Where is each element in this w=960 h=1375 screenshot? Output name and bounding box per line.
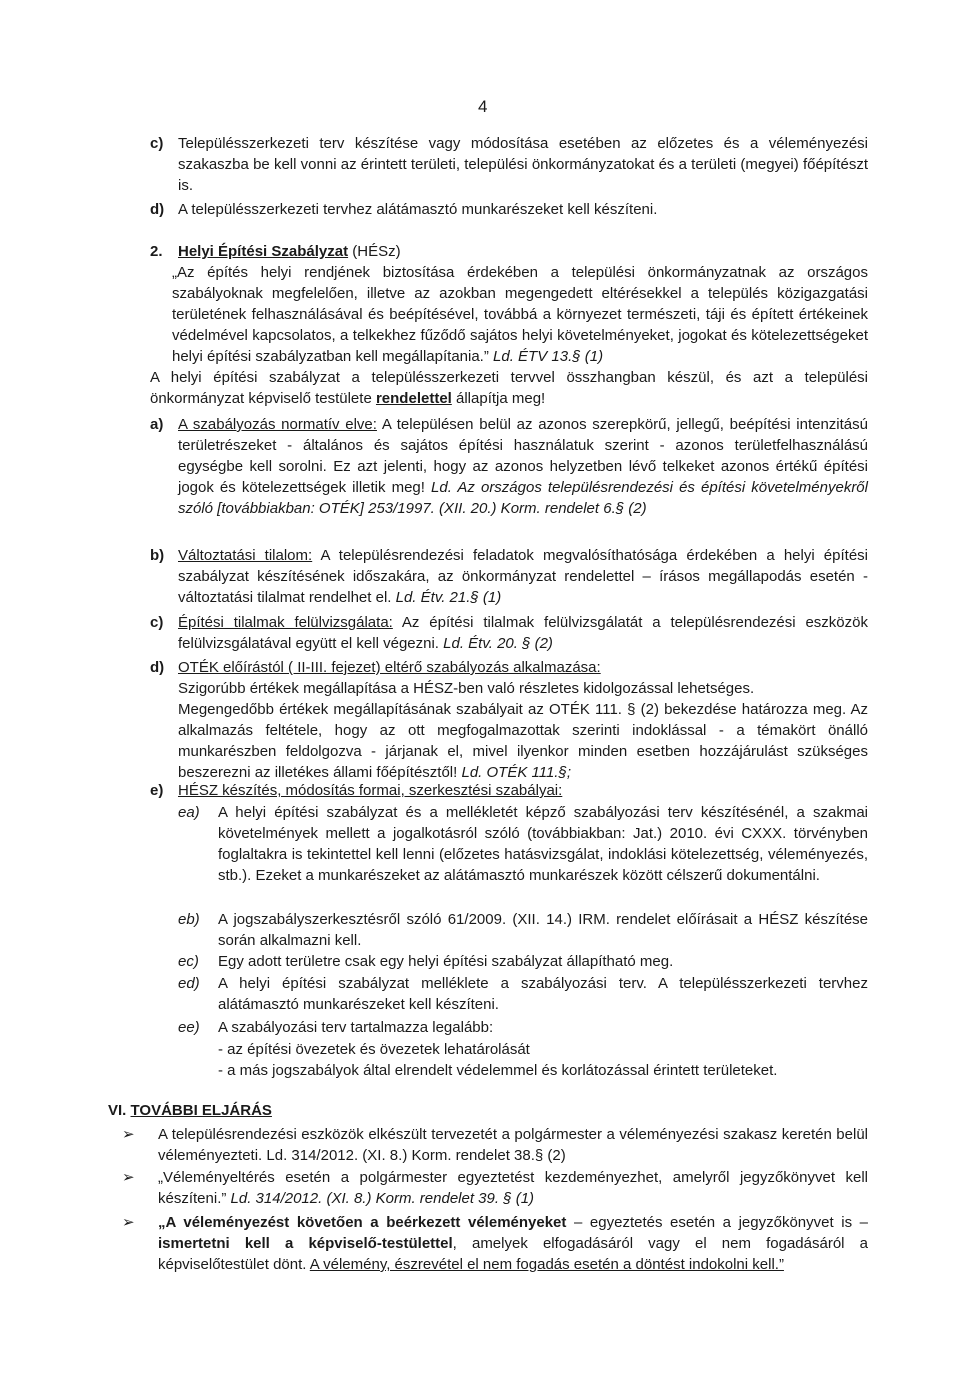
item-c-label: c) — [150, 614, 164, 631]
item-a-label: a) — [150, 416, 164, 433]
bullet3-text-1: – egyeztetés esetén a jegyzőkönyvet is – — [574, 1214, 869, 1231]
bullet2-text: „Véleményeltérés esetén a polgármester egyeztetést kezdeményezhet, amelyről jegyzőkönyvet kell készíteni.” — [158, 1169, 868, 1207]
item-b-title: Változtatási tilalom: — [178, 547, 313, 564]
item-a-text: A településen belül az azonos szerepkörű, jellegű, beépítési intenzitású területrészeket - általános és sajátos építési használatuk szerint - azonos területfelhasználású egységbe kell sorolni. Ez azt jelenti, hogy az azonos helyzetben lévő telkeket azonos értékű építési jogok és kötelezettségek illetik meg! — [178, 416, 868, 496]
sub-ed-label: ed) — [178, 975, 200, 992]
item-e-title: HÉSZ készítés, módosítás formai, szerkesztési szabályai: — [178, 782, 563, 799]
item-e-label: e) — [150, 782, 164, 799]
item-b-ref: Ld. Étv. 21.§ (1) — [395, 589, 502, 606]
item-a-title: A szabályozás normatív elve: — [178, 416, 377, 433]
para-d-label: d) — [150, 201, 165, 218]
section2-number: 2. — [150, 243, 163, 260]
sub-ec-label: ec) — [178, 953, 199, 970]
section2-title-suffix: (HÉSz) — [352, 243, 401, 260]
sub-ed-text: A helyi építési szabályzat melléklete a szabályozási terv. A településszerkezeti tervhez alátámasztó munkarészeket kell készíteni. — [218, 975, 868, 1013]
sub-ee-label: ee) — [178, 1019, 200, 1036]
arrow-bullet-icon: ➢ — [122, 1126, 135, 1143]
item-d — [178, 657, 868, 783]
bullet1-text: A településrendezési eszközök elkészült tervezetét a polgármester a véleményezési szakasz keretén belül véleményezteti. — [158, 1126, 868, 1164]
bullet2-ref: Ld. 314/2012. (XI. 8.) Korm. rendelet 39. § (1) — [230, 1190, 535, 1207]
item-c — [178, 612, 868, 654]
page-number: 4 — [478, 97, 488, 116]
item-c-ref: Ld. Étv. 20. § (2) — [443, 635, 553, 652]
section2-title: Helyi Építési Szabályzat — [178, 243, 349, 260]
para-c-text: Településszerkezeti terv készítése vagy módosítása esetében az előzetes és a véleményezési szakaszba be kell vonni az érintett területi, települési önkormányzatokat és a területi (megyei) főépítészt is. — [178, 135, 868, 194]
section6-bullet-1 — [158, 1124, 868, 1166]
item-a — [178, 414, 868, 519]
bullet3-underlined: A vélemény, észrevétel el nem fogadás esetén a döntést indokolni kell.” — [309, 1256, 784, 1273]
section6-number: VI. — [108, 1102, 127, 1119]
intro-text-2: állapítja meg! — [456, 390, 546, 407]
para-c-label: c) — [150, 135, 164, 152]
sub-eb-label: eb) — [178, 911, 200, 928]
bullet1-ref: Ld. 314/2012. (XI. 8.) Korm. rendelet 38.§ (2) — [266, 1147, 566, 1164]
sub-ea-label: ea) — [178, 804, 200, 821]
section6-title: TOVÁBBI ELJÁRÁS — [130, 1102, 272, 1119]
bullet3-text-2: , amelyek elfogadásáról vagy el nem fogadásáról a képviselőtestület dönt. — [158, 1235, 868, 1273]
section2-intro — [150, 367, 868, 409]
item-d-line1: Szigorúbb értékek megállapítása a HÉSZ-ben való részletes kidolgozással lehetséges. — [178, 680, 755, 697]
sub-ee-text: A szabályozási terv tartalmazza legalább: — [218, 1019, 494, 1036]
quote-text: „Az építés helyi rendjének biztosítása érdekében a települési önkormányzatnak az országos szabályoknak megfelelően, illetve az azokban megengedett eltérésekkel a település közigazgatási területének felhasználásával és beépítésével, továbbá a környezet természeti, táji és épített értékeinek védelmével kapcsolatos, a telkekhez fűződő sajátos helyi követelményeket, jogokat és kötelezettségeket helyi építési szabályzatban kell megállapítania.” — [172, 264, 868, 365]
sub-ec-text: Egy adott területre csak egy helyi építési szabályzat állapítható meg. — [218, 953, 674, 970]
section6-bullet-2 — [158, 1167, 868, 1209]
arrow-bullet-icon: ➢ — [122, 1214, 135, 1231]
para-d-text: A településszerkezeti tervhez alátámasztó munkarészeket kell készíteni. — [178, 201, 658, 218]
item-c-title: Építési tilalmak felülvizsgálata: — [178, 614, 393, 631]
item-d-line2: Megengedőbb értékek megállapításának szabályait az OTÉK 111. § (2) bekezdése határozza meg. Az alkalmazás feltétele, hogy az ott megfogalmazottak szerinti indoklással - a témakört önálló munkarészben feldolgozva - járjanak el, mivel ilyenkor minden esetben hozzájárulást szükséges beszerezni az illetékes állami főépítésztől! — [178, 701, 868, 781]
intro-bold: rendelettel — [375, 390, 452, 407]
item-b-text: A településrendezési feladatok megvalósíthatósága érdekében a helyi építési szabályzat készítésének időszakára, az önkormányzat rendelettel – írásos megállapodás esetén - változtatási tilalmat rendelhet el. — [178, 547, 868, 606]
sub-ee-bullet-2: - a más jogszabályok által elrendelt védelemmel és korlátozással érintett területeket. — [218, 1062, 778, 1079]
item-b — [178, 545, 868, 608]
bullet3-bold-1: „A véleményezést követően a beérkezett véleményeket — [158, 1214, 567, 1231]
item-d-label: d) — [150, 659, 165, 676]
section6-bullet-3 — [158, 1212, 868, 1275]
intro-text-1: A helyi építési szabályzat a településszerkezeti tervvel összhangban készül, és azt a települési önkormányzat képviselő testülete — [150, 369, 868, 407]
quote-reference: Ld. ÉTV 13.§ (1) — [493, 348, 604, 365]
section6-heading — [108, 1100, 272, 1121]
item-c-text: Az építési tilalmak felülvizsgálatát a településrendezési eszközök felülvizsgálatával együtt el kell végezni. — [178, 614, 868, 652]
item-a-ref: Ld. Az országos településrendezési és építési követelményekről szóló [továbbiakban: OTÉK] 253/1997. (XII. 20.) Korm. rendelet 6.§ (2) — [178, 479, 868, 517]
item-b-label: b) — [150, 547, 165, 564]
item-d-title: OTÉK előírástól ( II-III. fejezet) eltérő szabályozás alkalmazása: — [178, 659, 601, 676]
item-d-ref: Ld. OTÉK 111.§; — [461, 764, 571, 781]
section2-quote — [172, 262, 868, 367]
arrow-bullet-icon: ➢ — [122, 1169, 135, 1186]
sub-ea-text: A helyi építési szabályzat és a mellékletét képző szabályozási terv készítésénél, a szakmai követelmények mellett a jogalkotásról szóló (továbbiakban: Jat.) 2010. évi CXXX. törvényben foglaltakra is tekintettel kell lenni (előzetes hatásvizsgálat, indoklási kötelezettség, véleményezés, stb.). Ezeket a munkarészeket az alátámasztó munkarészek között célszerű dokumentálni. — [218, 804, 868, 884]
bullet3-bold-2: ismertetni kell a képviselő-testülettel — [158, 1235, 453, 1252]
sub-eb-text: A jogszabályszerkesztésről szóló 61/2009. (XII. 14.) IRM. rendelet előírásait a HÉSZ készítése során alkalmazni kell. — [218, 911, 868, 949]
section2-heading — [178, 241, 401, 262]
sub-ee-bullet-1: - az építési övezetek és övezetek lehatárolását — [218, 1041, 530, 1058]
